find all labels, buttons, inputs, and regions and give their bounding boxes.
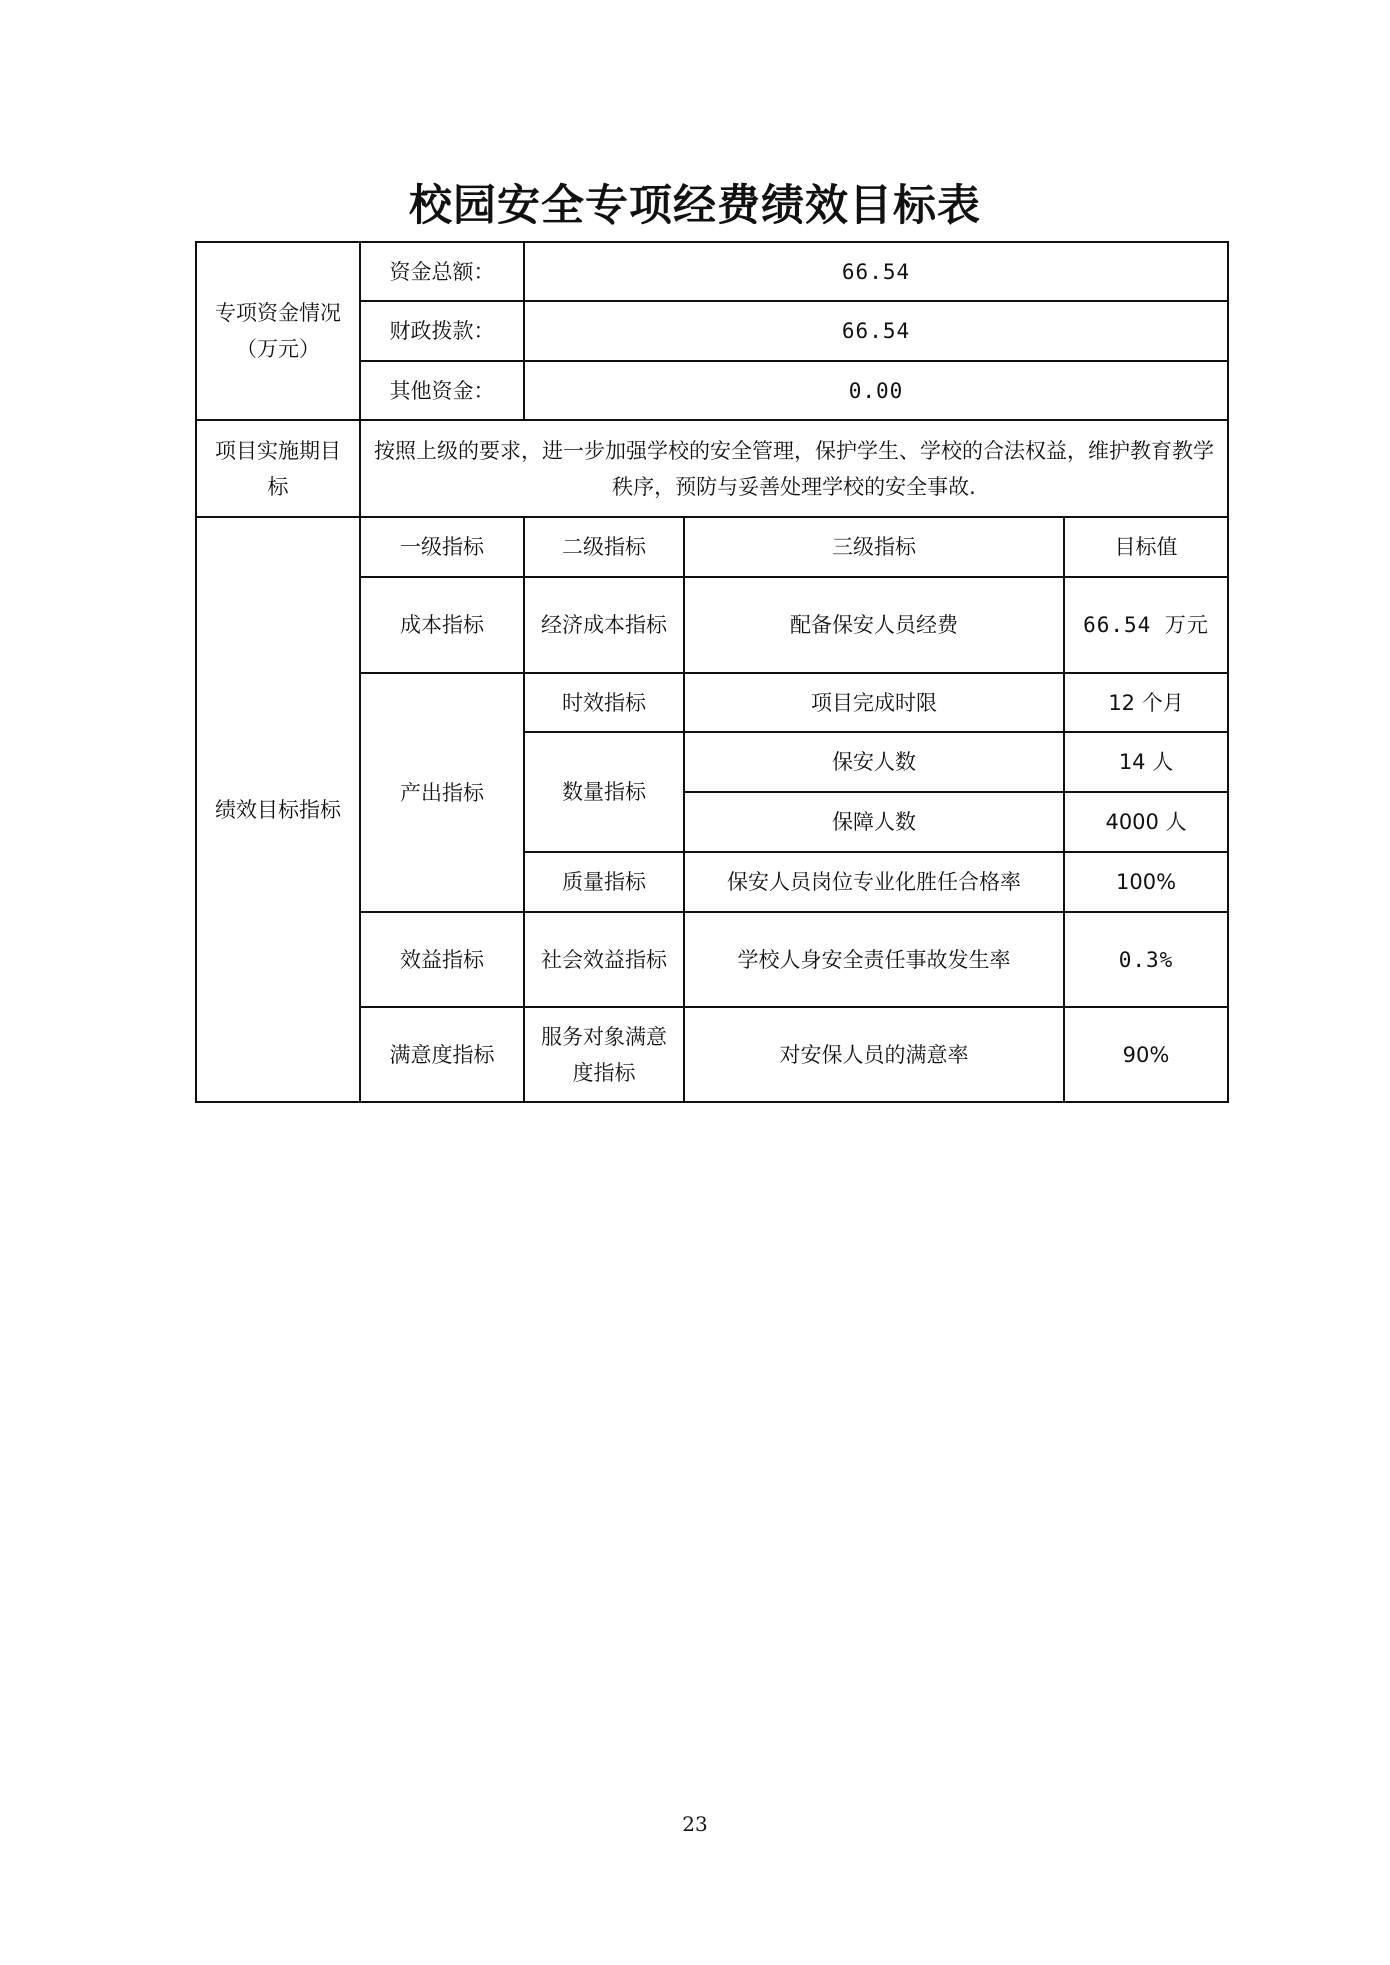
fiscal-funding-label: 财政拨款： — [360, 301, 524, 361]
goal-label: 项目实施期目标 — [196, 420, 360, 517]
protected-value: 4000 人 — [1064, 792, 1228, 852]
quality-level3: 保安人员岗位专业化胜任合格率 — [684, 852, 1064, 912]
cost-level1: 成本指标 — [360, 577, 524, 673]
fiscal-funding-value: 66.54 — [524, 301, 1228, 361]
quantity-level2: 数量指标 — [524, 732, 684, 852]
timeliness-level2: 时效指标 — [524, 673, 684, 732]
satisfaction-level2: 服务对象满意度指标 — [524, 1007, 684, 1102]
benefit-value: 0.3% — [1064, 912, 1228, 1007]
cost-level2: 经济成本指标 — [524, 577, 684, 673]
quality-level2: 质量指标 — [524, 852, 684, 912]
timeliness-level3: 项目完成时限 — [684, 673, 1064, 732]
total-funding-label: 资金总额： — [360, 242, 524, 301]
benefit-level2: 社会效益指标 — [524, 912, 684, 1007]
page-number: 23 — [682, 1812, 708, 1836]
satisfaction-level1: 满意度指标 — [360, 1007, 524, 1102]
page-title: 校园安全专项经费绩效目标表 — [409, 181, 981, 231]
other-funding-label: 其他资金： — [360, 361, 524, 420]
header-level1: 一级指标 — [360, 517, 524, 577]
cost-value: 66.54 万元 — [1064, 577, 1228, 673]
benefit-level3: 学校人身安全责任事故发生率 — [684, 912, 1064, 1007]
benefit-level1: 效益指标 — [360, 912, 524, 1007]
satisfaction-value: 90% — [1064, 1007, 1228, 1102]
protected-level3: 保障人数 — [684, 792, 1064, 852]
indicators-label: 绩效目标指标 — [196, 517, 360, 1102]
cost-level3: 配备保安人员经费 — [684, 577, 1064, 673]
total-funding-value: 66.54 — [524, 242, 1228, 301]
header-target-value: 目标值 — [1064, 517, 1228, 577]
output-level1: 产出指标 — [360, 673, 524, 912]
other-funding-value: 0.00 — [524, 361, 1228, 420]
guards-level3: 保安人数 — [684, 732, 1064, 792]
header-level2: 二级指标 — [524, 517, 684, 577]
performance-table — [195, 241, 1229, 1103]
quality-value: 100% — [1064, 852, 1228, 912]
guards-value: 14 人 — [1064, 732, 1228, 792]
header-level3: 三级指标 — [684, 517, 1064, 577]
goal-text: 按照上级的要求，进一步加强学校的安全管理，保护学生、学校的合法权益，维护教育教学秩序，预防与妥善处理学校的安全事故. — [360, 420, 1228, 517]
timeliness-value: 12 个月 — [1064, 673, 1228, 732]
satisfaction-level3: 对安保人员的满意率 — [684, 1007, 1064, 1102]
funding-label: 专项资金情况（万元） — [196, 242, 360, 420]
